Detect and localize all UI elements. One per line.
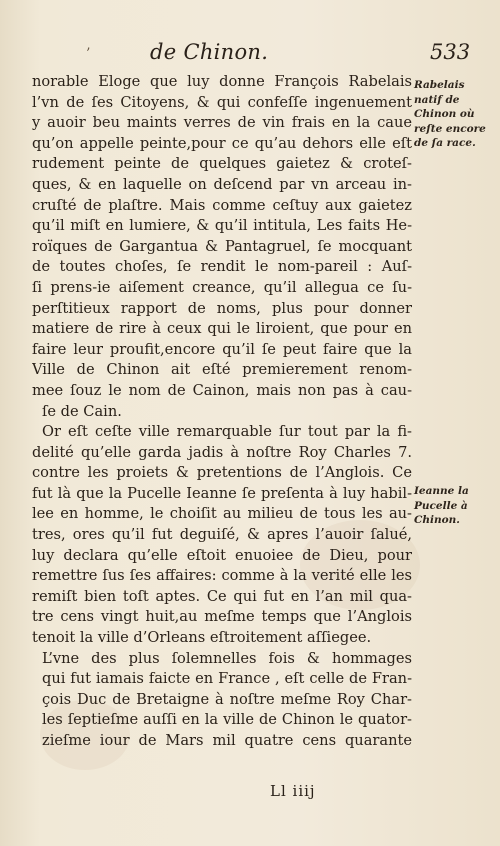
text-line: Ville de Chinon ait eſté premierement renom-: [32, 361, 412, 379]
text-line: l’vn de ſes Citoyens, & qui confeſſe ingenuement: [32, 93, 412, 111]
page-title: de Chinon.: [150, 40, 269, 64]
text-line: qu’on appelle peinte,pour ce qu’au dehors elle eſt: [32, 134, 412, 152]
margin-note-line: de ſa race.: [414, 137, 476, 149]
text-line: contre les proiets & pretentions de l’Anglois. Ce: [32, 464, 412, 482]
text-line: tenoit la ville d’Orleans eſtroitement aſſiegee.: [32, 629, 372, 647]
main-text: [32, 72, 412, 752]
text-line: cruſté de plaſtre. Mais comme ceſtuy aux gaietez: [32, 196, 412, 214]
text-line: rudement peinte de quelques gaietez & croteſ-: [32, 155, 412, 173]
text-line: faire leur proufit,encore qu’il ſe peut faire que la: [32, 340, 412, 358]
margin-note-pucelle: [414, 484, 469, 528]
text-line: fut là que la Pucelle Ieanne ſe preſenta à luy habil-: [32, 484, 412, 502]
text-line: mee ſouz le nom de Cainon, mais non pas à cau-: [32, 381, 412, 399]
signature-mark: Ll iiij: [270, 782, 316, 800]
text-line: L’vne des plus ſolemnelles fois & hommages: [42, 649, 412, 667]
margin-note-line: Pucelle à: [414, 499, 468, 512]
margin-note-line: Ieanne la: [414, 485, 469, 497]
text-line: remettre ſus ſes affaires: comme à la verité elle les: [32, 567, 412, 585]
text-line: Or eſt ceſte ville remarquable ſur tout par la fi-: [42, 423, 412, 441]
text-line: ſi prens-ie aiſement creance, qu’il allegua ce ſu-: [32, 278, 412, 296]
text-line: les ſeptieſme auſſi en la ville de Chinon le quator-: [42, 711, 412, 729]
text-line: tres, ores qu’il fut deguiſé, & apres l’auoir ſalué,: [32, 526, 412, 544]
page-number: 533: [430, 40, 471, 64]
margin-note-rabelais: [414, 78, 486, 151]
text-line: lee en homme, le choiſit au milieu de tous les au-: [32, 505, 412, 523]
text-line: çois Duc de Bretaigne à noſtre meſme Roy Char-: [42, 690, 412, 708]
text-line: tre cens vingt huit,au meſme temps que l’Anglois: [32, 608, 412, 626]
text-line: delité qu’elle garda jadis à noſtre Roy Charles 7.: [32, 443, 412, 461]
text-line: roïques de Gargantua & Pantagruel, ſe mocquant: [32, 237, 412, 255]
margin-note-line: natif de: [414, 93, 460, 106]
text-line: ques, & en laquelle on deſcend par vn arceau in-: [32, 175, 412, 193]
margin-note-line: Chinon.: [414, 514, 460, 526]
margin-note-line: Chinon où: [414, 108, 475, 120]
text-line: de toutes choſes, ſe rendit le nom-pareil : Auſ-: [32, 258, 412, 276]
text-line: luy declara qu’elle eſtoit enuoiee de Dieu, pour: [32, 546, 412, 564]
text-line: ſe de Cain.: [42, 402, 122, 420]
margin-note-line: Rabelais: [414, 79, 465, 91]
text-line: remiſt bien toſt aptes. Ce qui fut en l’an mil qua-: [32, 587, 412, 605]
text-line: qu’il miſt en lumiere, & qu’il intitula, Les faits He-: [32, 217, 412, 235]
text-line: zieſme iour de Mars mil quatre cens quarante: [42, 732, 412, 749]
header-mark: ’: [86, 46, 91, 62]
running-header: [0, 38, 500, 68]
text-line: y auoir beu maints verres de vin frais en la caue: [32, 114, 412, 132]
margin-note-line: reſte encore: [414, 122, 486, 135]
text-line: matiere de rire à ceux qui le liroient, que pour en: [32, 320, 412, 338]
text-line: qui fut iamais faicte en France , eſt celle de Fran-: [42, 670, 412, 688]
text-line: perſtitieux rapport de noms, plus pour donner: [32, 299, 412, 317]
text-line: norable Eloge que luy donne François Rabelais: [32, 73, 412, 90]
